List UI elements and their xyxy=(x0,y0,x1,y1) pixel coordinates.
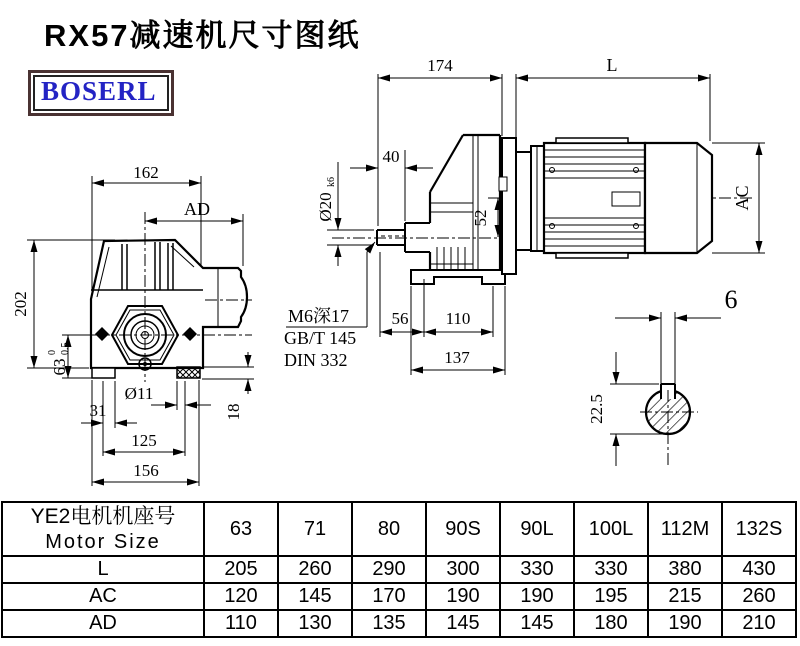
table-cell: 110 xyxy=(204,610,278,637)
table-cell: 215 xyxy=(648,583,722,610)
table-header-cell: 100L xyxy=(574,502,648,556)
gearbox-front-outline xyxy=(91,240,247,368)
table-cell: 330 xyxy=(500,556,574,583)
table-header-motor-size xyxy=(2,502,204,556)
dim-shaft-label: Ø20 xyxy=(316,192,335,222)
dim-key-height-label: 22.5 xyxy=(587,394,606,424)
dim-110-label: 110 xyxy=(445,309,471,328)
table-cell: 260 xyxy=(278,556,352,583)
note-gbt-standard: GB/T 145 xyxy=(284,328,357,348)
housing-inner-lines xyxy=(430,135,478,270)
dim-52-label: 52 xyxy=(471,209,490,227)
side-view-drawing xyxy=(284,55,765,375)
dim-63-tolerance xyxy=(47,343,71,376)
table-row-ac xyxy=(2,583,796,610)
logo-text: BOSERL xyxy=(41,76,157,106)
table-cell: 135 xyxy=(352,610,426,637)
gearbox-base xyxy=(411,270,505,284)
table-row-ad xyxy=(2,610,796,637)
dim-174-label: 174 xyxy=(427,56,453,75)
table-cell: 380 xyxy=(648,556,722,583)
dim-202-label: 202 xyxy=(11,291,30,317)
table-cell: 205 xyxy=(204,556,278,583)
mounting-flange xyxy=(502,138,516,274)
table-cell: 170 xyxy=(352,583,426,610)
motor-adapter xyxy=(516,152,531,250)
dim-ad-label: AD xyxy=(184,199,210,219)
table-cell: 330 xyxy=(574,556,648,583)
fan-cover xyxy=(645,143,712,253)
table-cell: 180 xyxy=(574,610,648,637)
table-cell: 190 xyxy=(648,610,722,637)
table-cell: 130 xyxy=(278,610,352,637)
table-cell: 145 xyxy=(426,610,500,637)
table-row-l xyxy=(2,556,796,583)
table-header-cell: 71 xyxy=(278,502,352,556)
dim-31-label: 31 xyxy=(89,401,107,420)
table-header-cell: 112M xyxy=(648,502,722,556)
table-header-cn: YE2电机机座号 xyxy=(30,505,176,529)
dim-ac-label: AC xyxy=(732,185,752,211)
foot-left xyxy=(92,368,115,378)
table-cell: 190 xyxy=(426,583,500,610)
row-label: AC xyxy=(2,583,204,610)
table-cell: 210 xyxy=(722,610,796,637)
dim-162-label: 162 xyxy=(133,163,159,182)
table-cell: 430 xyxy=(722,556,796,583)
dim-shaft-fit-label: k6 xyxy=(326,177,337,187)
dim-63-sup: 0 xyxy=(47,350,58,355)
dim-137-label: 137 xyxy=(444,348,470,367)
dim-shaft-group xyxy=(316,177,337,222)
dim-l-label: L xyxy=(606,55,618,75)
motor-size-table xyxy=(1,501,797,638)
dim-63-label: 63 xyxy=(50,358,69,376)
dim-63-sub: 0.5 xyxy=(60,342,71,355)
page-title: RX57减速机尺寸图纸 xyxy=(44,18,361,53)
table-cell: 190 xyxy=(500,583,574,610)
table-header-cell: 80 xyxy=(352,502,426,556)
front-view-drawing xyxy=(11,163,254,486)
table-header-en: Motor Size xyxy=(45,530,161,553)
table-header-cell: 90L xyxy=(500,502,574,556)
row-label: AD xyxy=(2,610,204,637)
dim-18-label: 18 xyxy=(224,403,243,421)
table-cell: 195 xyxy=(574,583,648,610)
table-cell: 145 xyxy=(278,583,352,610)
dim-d11-label: Ø11 xyxy=(124,384,154,403)
table-header-cell: 132S xyxy=(722,502,796,556)
note-din-standard: DIN 332 xyxy=(284,350,348,370)
table-cell: 260 xyxy=(722,583,796,610)
table-header-row xyxy=(2,502,796,556)
motor-nameplate xyxy=(612,192,640,206)
table-cell: 290 xyxy=(352,556,426,583)
table-cell: 300 xyxy=(426,556,500,583)
table-cell: 145 xyxy=(500,610,574,637)
row-label: L xyxy=(2,556,204,583)
note-tapped-hole: M6深17 xyxy=(288,306,350,326)
keyway-detail-drawing xyxy=(587,285,738,466)
table-cell: 120 xyxy=(204,583,278,610)
table-header-cell: 90S xyxy=(426,502,500,556)
dim-156-label: 156 xyxy=(133,461,159,480)
table-header-cell: 63 xyxy=(204,502,278,556)
dim-56-label: 56 xyxy=(391,309,409,328)
foot-right-hatched xyxy=(177,367,200,378)
dim-40-label: 40 xyxy=(382,147,400,166)
dim-125-label: 125 xyxy=(131,431,157,450)
dim-key-width-label: 6 xyxy=(724,285,738,314)
